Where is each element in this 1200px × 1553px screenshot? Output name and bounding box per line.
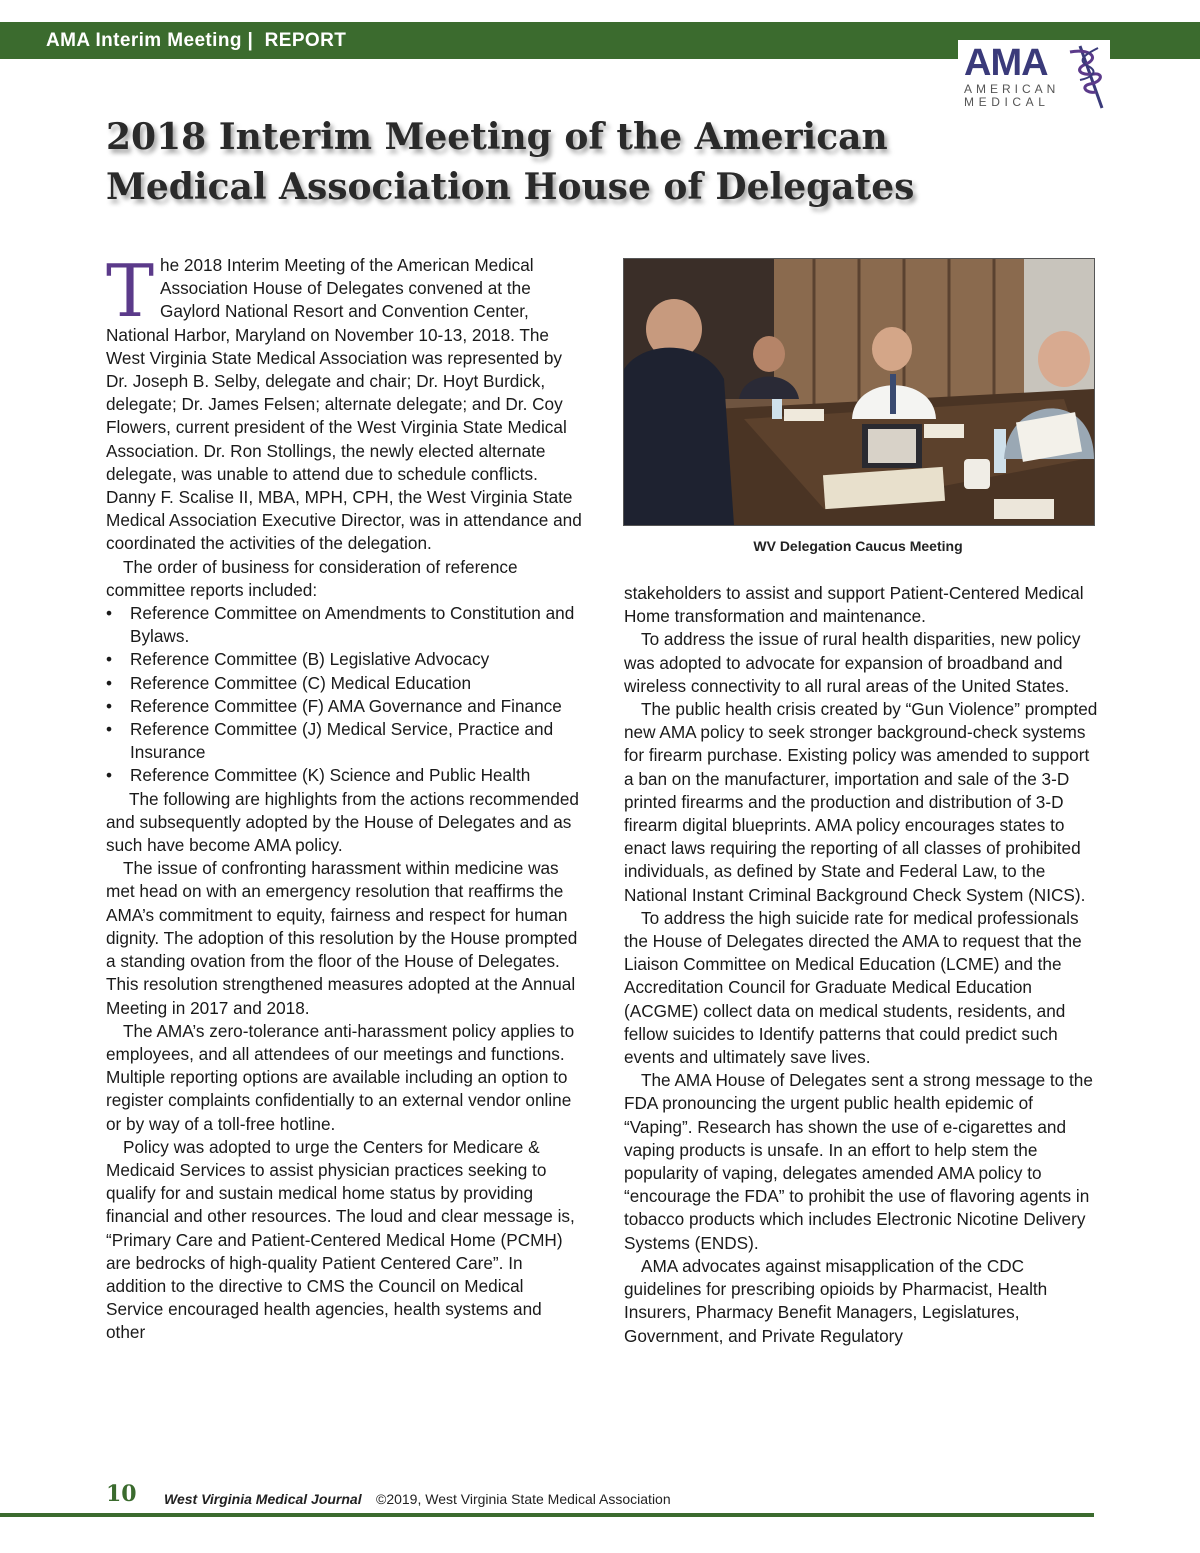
photo-caption: WV Delegation Caucus Meeting [753,538,963,554]
pcmh-continued: stakeholders to assist and support Patient-Centered Medical Home transformation and maintenance. [624,583,1084,627]
copyright-notice: ©2019, West Virginia State Medical Association [376,1491,671,1507]
title-line-2: Medical Association House of Delegates [106,166,915,208]
photo-illustration [624,259,1094,525]
ama-logo [958,40,1110,112]
zero-tolerance-paragraph: The AMA’s zero-tolerance anti-harassment policy applies to employees, and all attendees of our meetings and functions. Multiple reporting options are available including an option to register complaints confidentially to an external vendor online or by way of a toll-free hotline. [106,1020,575,1134]
harassment-paragraph: The issue of confronting harassment within medicine was met head on with an emergency resolution that reaffirms the AMA’s commitment to equity, fairness and respect for human dignity. The adoption of this resolution by the House prompted a standing ovation from the floor of the House of Delegates. This resolution strengthened measures adopted at the Annual Meeting in 2017 and 2018. [106,858,578,1018]
list-item: • Reference Committee (C) Medical Education [106,672,584,695]
list-item: • Reference Committee (J) Medical Service, Practice and Insurance [106,718,584,764]
caduceus-icon [1066,42,1110,110]
list-item: • Reference Committee (B) Legislative Advocacy [106,648,584,671]
footer-rule [0,1513,1094,1517]
article-column-right [624,582,1100,1348]
opioids-paragraph: AMA advocates against misapplication of the CDC guidelines for prescribing opioids by Pharmacist, Health Insurers, Pharmacy Benefit Managers, Legislatures, Government, and Private Regulatory [624,1255,1048,1346]
page-number: 10 [106,1481,137,1507]
suicide-paragraph: To address the high suicide rate for medical professionals the House of Delegates directed the AMA to request that the Liaison Committee on Medical Education (LCME) and the Accreditation Council for Graduate Medical Education (ACGME) collect data on medical students, residents, and fellow suicides to Identify patterns that could predict such events and ultimately save lives. [624,907,1082,1068]
list-item: • Reference Committee (K) Science and Public Health [106,764,584,787]
header-section: AMA Interim Meeting [46,30,242,51]
delegation-photo [623,258,1095,526]
intro-text: he 2018 Interim Meeting of the American Medical Association House of Delegates convened at the Gaylord National Resort and Convention Center, National Harbor, Maryland on November 10-13, 2018. The West Virginia State Medical Association was represented by Dr. Joseph B. Selby, delegate and chair; Dr. Hoyt Burdick, delegate; Dr. James Felsen; alternate delegate; and Dr. Coy Flowers, current president of the West Virginia State Medical Association. Dr. Ron Stollings, the newly elected alternate delegate, was unable to attend due to schedule conflicts. Danny F. Scalise II, MBA, MPH, CPH, the West Virginia State Medical Association Executive Director, was in attendance and coordinated the activities of the delegation. [106,255,582,554]
logo-line-medical: MEDICAL [964,95,1050,109]
intro-paragraph [106,249,584,556]
gun-violence-paragraph: The public health crisis created by “Gun Violence” prompted new AMA policy to seek stronger background-check systems for firearm purchase. Existing policy was amended to support a ban on the manufacturer, importation and sale of the 3-D printed firearms and the production and distribution of 3-D firearm digital blueprints. AMA policy encourages states to enact laws requiring the reporting of all classes of prohibited individuals, as defined by State and Federal Law, to the National Instant Criminal Background Check System (NICS). [624,699,1098,905]
logo-line-american: AMERICAN [964,82,1060,96]
journal-name: West Virginia Medical Journal [164,1491,362,1507]
pcmh-paragraph: Policy was adopted to urge the Centers for Medicare & Medicaid Services to assist physician practices seeking to qualify for and sustain medical home status by providing financial and other resources. The loud and clear message is, “Primary Care and Patient-Centered Medical Home (PCMH) are bedrocks of high-quality Patient Centered Care”. In addition to the directive to CMS the Council on Medical Service encouraged health agencies, health systems and other [106,1136,575,1343]
drop-cap: T [106,249,155,333]
rural-paragraph: To address the issue of rural health disparities, new policy was adopted to advocate for expansion of broadband and wireless connectivity to all rural areas of the United States. [624,629,1081,696]
vaping-paragraph: The AMA House of Delegates sent a strong message to the FDA pronouncing the urgent public health epidemic of “Vaping”. Research has shown the use of e-cigarettes and vaping products is unsafe. In an effort to help stem the popularity of vaping, delegates amended AMA policy to “encourage the FDA” to prohibit the use of flavoring agents in tobacco products which includes Electronic Nicotine Delivery Systems (ENDS). [624,1070,1093,1253]
order-intro: The order of business for consideration of reference committee reports included: [106,556,518,600]
running-header [46,30,346,52]
logo-letters: AMA [964,42,1048,84]
header-separator: | [247,30,254,51]
title-line-1: 2018 Interim Meeting of the American [106,116,888,158]
list-item: • Reference Committee (F) AMA Governance and Finance [106,695,584,718]
committee-list [106,602,584,788]
list-item: • Reference Committee on Amendments to Constitution and Bylaws. [106,602,584,648]
header-type: REPORT [264,30,347,51]
article-column-left [106,249,584,1345]
article-title [106,112,966,212]
highlights-paragraph: The following are highlights from the actions recommended and subsequently adopted by the House of Delegates and as such have become AMA policy. [106,788,579,856]
